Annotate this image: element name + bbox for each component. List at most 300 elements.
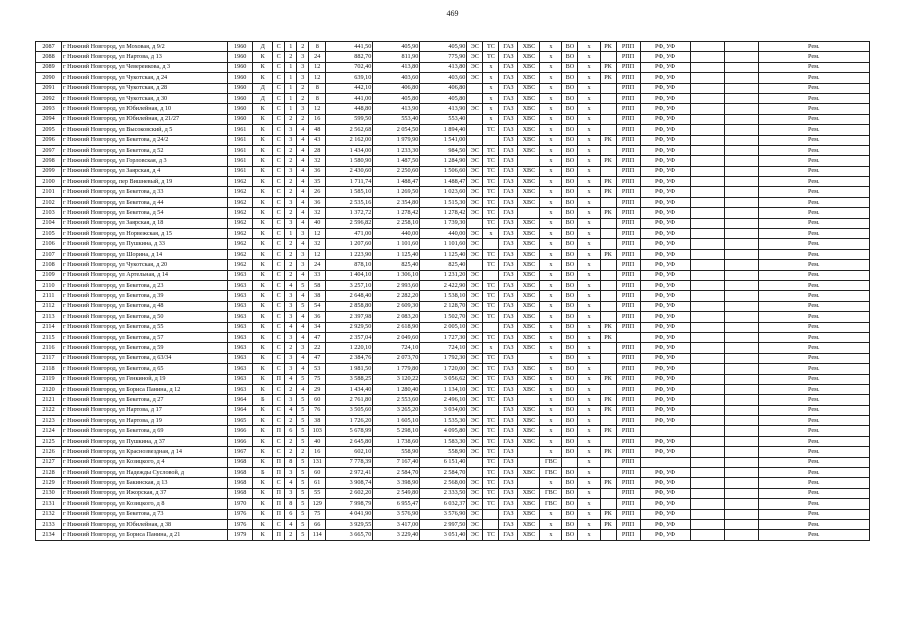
cell-remark: Рем. (758, 187, 869, 197)
cell-note-1 (690, 447, 724, 457)
cell-note-2 (724, 499, 758, 509)
cell-gas: ГАЗ (499, 447, 518, 457)
cell-row-number: 2096 (36, 135, 62, 145)
cell-extra: х (578, 509, 600, 519)
cell-gas: ГАЗ (499, 478, 518, 488)
cell-roof-repair (600, 197, 616, 207)
cell-residential-area: 2 496,10 (420, 395, 467, 405)
cell-heating: ТС (483, 156, 499, 166)
cell-wall-material: С (273, 249, 285, 259)
cell-heating: ТС (483, 291, 499, 301)
cell-facade-roof: РФ, УФ (640, 364, 690, 374)
cell-build-year: 1960 (228, 62, 253, 72)
cell-power: ЭС (467, 530, 483, 540)
cell-power: ЭС (467, 73, 483, 83)
cell-facade-roof: РФ, УФ (640, 249, 690, 259)
cell-note-1 (690, 301, 724, 311)
cell-address: г Нижний Новгород, ул Нартова, д 17 (62, 405, 228, 415)
cell-remark: Рем. (758, 249, 869, 259)
cell-residential-area: 1 792,30 (420, 353, 467, 363)
cell-facade-roof: РФ, УФ (640, 114, 690, 124)
cell-roof-repair (600, 83, 616, 93)
cell-repair-plan: РПП (616, 395, 640, 405)
cell-living-area: 405,90 (373, 42, 420, 52)
cell-total-area: 3 929,55 (326, 519, 373, 529)
cell-row-number: 2112 (36, 301, 62, 311)
cell-extra: х (578, 364, 600, 374)
cell-floors: 3 (297, 343, 309, 353)
cell-cold-water: ХВС (518, 364, 540, 374)
cell-living-area: 1 125,40 (373, 249, 420, 259)
cell-entrances: 3 (285, 125, 297, 135)
cell-extra: х (578, 104, 600, 114)
cell-row-number: 2104 (36, 218, 62, 228)
cell-repair-plan: РПП (616, 135, 640, 145)
cell-roof-repair: РК (600, 447, 616, 457)
cell-gas: ГАЗ (499, 332, 518, 342)
cell-build-year: 1962 (228, 218, 253, 228)
cell-facade-roof: РФ, УФ (640, 218, 690, 228)
cell-facade-roof: РФ, УФ (640, 125, 690, 135)
cell-address: г Нижний Новгород, ул Генкиной, д 19 (62, 374, 228, 384)
cell-building-type: К (253, 270, 273, 280)
cell-row-number: 2089 (36, 62, 62, 72)
cell-entrances: 3 (285, 364, 297, 374)
cell-extra: х (578, 166, 600, 176)
cell-total-area: 1 711,74 (326, 177, 373, 187)
cell-address: г Нижний Новгород, ул Нартова, д 13 (62, 52, 228, 62)
cell-floors: 4 (297, 384, 309, 394)
cell-living-area: 2 083,20 (373, 312, 420, 322)
cell-address: г Нижний Новгород, ул Бекетова, д 65 (62, 364, 228, 374)
cell-entrances: 6 (285, 509, 297, 519)
cell-cold-water: ХВС (518, 260, 540, 270)
cell-note-2 (724, 405, 758, 415)
cell-hot-water: х (540, 405, 562, 415)
cell-gas: ГАЗ (499, 499, 518, 509)
cell-sewage: ВО (562, 260, 578, 270)
cell-wall-material: П (273, 457, 285, 467)
cell-living-area: 1 233,30 (373, 145, 420, 155)
cell-residential-area: 1 502,70 (420, 312, 467, 322)
cell-remark: Рем. (758, 457, 869, 467)
cell-gas: ГАЗ (499, 291, 518, 301)
cell-wall-material: С (273, 114, 285, 124)
cell-cold-water: ХВС (518, 104, 540, 114)
cell-note-1 (690, 519, 724, 529)
cell-address: г Нижний Новгород, ул Бекетова, д 44 (62, 197, 228, 207)
cell-hot-water: х (540, 62, 562, 72)
cell-address: г Нижний Новгород, ул Юбилейная, д 10 (62, 104, 228, 114)
cell-building-type: К (253, 353, 273, 363)
cell-gas: ГАЗ (499, 104, 518, 114)
cell-roof-repair (600, 436, 616, 446)
cell-residential-area: 3 056,62 (420, 374, 467, 384)
cell-sewage: ВО (562, 364, 578, 374)
cell-residential-area: 1 583,30 (420, 436, 467, 446)
cell-floors: 4 (297, 332, 309, 342)
cell-total-area: 2 430,60 (326, 166, 373, 176)
cell-heating: ТС (483, 301, 499, 311)
cell-hot-water: х (540, 83, 562, 93)
cell-residential-area: 558,90 (420, 447, 467, 457)
cell-note-1 (690, 509, 724, 519)
cell-cold-water: ХВС (518, 301, 540, 311)
cell-address: г Нижний Новгород, ул Бекетова, д 54 (62, 208, 228, 218)
cell-total-area: 1 220,10 (326, 343, 373, 353)
table-row (36, 291, 870, 301)
cell-facade-roof: РФ, УФ (640, 488, 690, 498)
cell-roof-repair (600, 104, 616, 114)
cell-total-area: 1 580,90 (326, 156, 373, 166)
cell-wall-material: С (273, 291, 285, 301)
cell-roof-repair (600, 239, 616, 249)
cell-remark: Рем. (758, 426, 869, 436)
table-row (36, 249, 870, 259)
cell-row-number: 2125 (36, 436, 62, 446)
cell-residential-area: 724,10 (420, 343, 467, 353)
cell-facade-roof: РФ, УФ (640, 135, 690, 145)
cell-remark: Рем. (758, 208, 869, 218)
cell-apartments: 38 (309, 291, 326, 301)
cell-roof-repair (600, 499, 616, 509)
cell-note-2 (724, 73, 758, 83)
cell-cold-water: ХВС (518, 125, 540, 135)
cell-power: ЭС (467, 145, 483, 155)
cell-remark: Рем. (758, 478, 869, 488)
cell-remark: Рем. (758, 519, 869, 529)
cell-hot-water: х (540, 249, 562, 259)
cell-address: г Нижний Новгород, ул Бориса Панина, д 12 (62, 384, 228, 394)
cell-facade-roof: РФ, УФ (640, 509, 690, 519)
cell-total-area: 2 596,82 (326, 218, 373, 228)
cell-residential-area: 413,80 (420, 62, 467, 72)
table-row (36, 93, 870, 103)
cell-wall-material: С (273, 187, 285, 197)
cell-note-1 (690, 52, 724, 62)
cell-residential-area: 1 535,30 (420, 416, 467, 426)
cell-extra: х (578, 249, 600, 259)
cell-note-2 (724, 312, 758, 322)
cell-total-area: 2 384,76 (326, 353, 373, 363)
cell-cold-water: ХВС (518, 42, 540, 52)
cell-note-1 (690, 280, 724, 290)
cell-wall-material: С (273, 280, 285, 290)
cell-roof-repair: РК (600, 156, 616, 166)
cell-heating: х (483, 93, 499, 103)
table-row (36, 145, 870, 155)
cell-living-area: 413,90 (373, 104, 420, 114)
cell-repair-plan: РПП (616, 468, 640, 478)
cell-living-area: 2 609,30 (373, 301, 420, 311)
cell-sewage: ВО (562, 332, 578, 342)
cell-wall-material: С (273, 62, 285, 72)
cell-wall-material: С (273, 166, 285, 176)
cell-total-area: 3 908,74 (326, 478, 373, 488)
table-row (36, 52, 870, 62)
cell-extra: х (578, 488, 600, 498)
cell-sewage: ВО (562, 145, 578, 155)
cell-build-year: 1966 (228, 426, 253, 436)
cell-row-number: 2115 (36, 332, 62, 342)
cell-gas: ГАЗ (499, 166, 518, 176)
cell-total-area: 2 645,80 (326, 436, 373, 446)
cell-extra: х (578, 457, 600, 467)
cell-sewage: ВО (562, 322, 578, 332)
cell-apartments: 16 (309, 114, 326, 124)
cell-row-number: 2130 (36, 488, 62, 498)
cell-facade-roof: РФ, УФ (640, 395, 690, 405)
cell-residential-area: 1 101,60 (420, 239, 467, 249)
cell-sewage: ВО (562, 395, 578, 405)
cell-roof-repair (600, 218, 616, 228)
cell-note-2 (724, 166, 758, 176)
cell-residential-area: 440,00 (420, 229, 467, 239)
cell-floors: 3 (297, 229, 309, 239)
cell-wall-material: С (273, 145, 285, 155)
cell-note-2 (724, 395, 758, 405)
cell-extra: х (578, 208, 600, 218)
cell-wall-material: С (273, 343, 285, 353)
cell-note-1 (690, 426, 724, 436)
cell-floors: 4 (297, 125, 309, 135)
cell-residential-area: 1 278,42 (420, 208, 467, 218)
cell-row-number: 2114 (36, 322, 62, 332)
cell-sewage: ВО (562, 177, 578, 187)
cell-living-area: 3 576,90 (373, 509, 420, 519)
cell-wall-material: П (273, 468, 285, 478)
cell-entrances: 3 (285, 468, 297, 478)
cell-power (467, 468, 483, 478)
cell-living-area: 811,90 (373, 52, 420, 62)
table-row (36, 83, 870, 93)
cell-power: ЭС (467, 42, 483, 52)
cell-note-2 (724, 343, 758, 353)
cell-roof-repair: РК (600, 332, 616, 342)
cell-build-year: 1962 (228, 239, 253, 249)
cell-hot-water: х (540, 187, 562, 197)
cell-remark: Рем. (758, 166, 869, 176)
cell-remark: Рем. (758, 239, 869, 249)
cell-power: ЭС (467, 280, 483, 290)
cell-roof-repair: РК (600, 426, 616, 436)
cell-repair-plan: РПП (616, 301, 640, 311)
cell-row-number: 2124 (36, 426, 62, 436)
cell-note-1 (690, 197, 724, 207)
cell-living-area: 1 269,50 (373, 187, 420, 197)
cell-hot-water: х (540, 197, 562, 207)
cell-remark: Рем. (758, 42, 869, 52)
cell-repair-plan: РПП (616, 145, 640, 155)
cell-extra: х (578, 156, 600, 166)
cell-heating: х (483, 83, 499, 93)
cell-address: г Нижний Новгород, ул Бекетова, д 48 (62, 301, 228, 311)
cell-floors: 4 (297, 364, 309, 374)
cell-gas: ГАЗ (499, 395, 518, 405)
cell-sewage: ВО (562, 280, 578, 290)
cell-sewage: ВО (562, 197, 578, 207)
cell-apartments: 33 (309, 270, 326, 280)
cell-roof-repair: РК (600, 42, 616, 52)
cell-repair-plan: РПП (616, 208, 640, 218)
cell-hot-water: х (540, 301, 562, 311)
cell-note-2 (724, 374, 758, 384)
cell-build-year: 1963 (228, 270, 253, 280)
cell-heating: ТС (483, 374, 499, 384)
cell-note-1 (690, 436, 724, 446)
cell-entrances: 8 (285, 457, 297, 467)
cell-entrances: 2 (285, 436, 297, 446)
cell-hot-water: х (540, 353, 562, 363)
cell-sewage: ВО (562, 447, 578, 457)
cell-residential-area: 3 034,00 (420, 405, 467, 415)
cell-roof-repair: РК (600, 177, 616, 187)
cell-note-2 (724, 447, 758, 457)
cell-heating: ТС (483, 166, 499, 176)
cell-wall-material: С (273, 135, 285, 145)
cell-note-1 (690, 83, 724, 93)
cell-note-1 (690, 332, 724, 342)
cell-power: ЭС (467, 447, 483, 457)
cell-residential-area: 6 151,40 (420, 457, 467, 467)
cell-residential-area: 405,80 (420, 93, 467, 103)
cell-entrances: 1 (285, 73, 297, 83)
cell-remark: Рем. (758, 343, 869, 353)
cell-note-1 (690, 395, 724, 405)
cell-cold-water: ХВС (518, 270, 540, 280)
cell-roof-repair: РК (600, 519, 616, 529)
cell-apartments: 35 (309, 177, 326, 187)
cell-power: ЭС (467, 52, 483, 62)
cell-sewage: ВО (562, 291, 578, 301)
cell-living-area: 1 738,60 (373, 436, 420, 446)
cell-hot-water: х (540, 52, 562, 62)
cell-address: г Нижний Новгород, ул Горловская, д 3 (62, 156, 228, 166)
cell-row-number: 2093 (36, 104, 62, 114)
cell-gas: ГАЗ (499, 73, 518, 83)
cell-gas: ГАЗ (499, 197, 518, 207)
cell-floors: 5 (297, 457, 309, 467)
cell-row-number: 2108 (36, 260, 62, 270)
cell-power: ЭС (467, 187, 483, 197)
cell-gas: ГАЗ (499, 93, 518, 103)
cell-build-year: 1961 (228, 156, 253, 166)
table-row (36, 499, 870, 509)
cell-address: г Нижний Новгород, ул Бакинская, д 13 (62, 478, 228, 488)
cell-sewage: ВО (562, 218, 578, 228)
cell-note-2 (724, 42, 758, 52)
cell-residential-area: 2 584,70 (420, 468, 467, 478)
cell-note-1 (690, 457, 724, 467)
cell-floors: 5 (297, 416, 309, 426)
cell-heating: ТС (483, 436, 499, 446)
cell-apartments: 131 (309, 457, 326, 467)
cell-heating: ТС (483, 52, 499, 62)
cell-roof-repair (600, 384, 616, 394)
cell-extra: х (578, 83, 600, 93)
table-body (36, 42, 870, 541)
cell-wall-material: С (273, 177, 285, 187)
cell-facade-roof: РФ, УФ (640, 270, 690, 280)
cell-repair-plan (616, 332, 640, 342)
cell-entrances: 4 (285, 374, 297, 384)
cell-wall-material: П (273, 426, 285, 436)
cell-roof-repair (600, 291, 616, 301)
cell-entrances: 3 (285, 301, 297, 311)
cell-note-1 (690, 468, 724, 478)
cell-cold-water: ХВС (518, 312, 540, 322)
cell-heating: ТС (483, 384, 499, 394)
cell-building-type: Д (253, 42, 273, 52)
cell-extra: х (578, 353, 600, 363)
cell-wall-material: С (273, 208, 285, 218)
cell-facade-roof: РФ, УФ (640, 208, 690, 218)
cell-wall-material: С (273, 416, 285, 426)
cell-wall-material: П (273, 509, 285, 519)
cell-address: г Нижний Новгород, ул Чукотская, д 28 (62, 83, 228, 93)
cell-living-area: 3 265,20 (373, 405, 420, 415)
cell-note-1 (690, 187, 724, 197)
cell-living-area: 2 993,60 (373, 280, 420, 290)
cell-gas: ГАЗ (499, 426, 518, 436)
cell-address: г Нижний Новгород, ул Нартова, д 19 (62, 416, 228, 426)
cell-hot-water: ГВС (540, 488, 562, 498)
cell-row-number: 2128 (36, 468, 62, 478)
cell-power: ЭС (467, 104, 483, 114)
cell-address: г Нижний Новгород, ул Бекетова, д 73 (62, 509, 228, 519)
cell-extra: х (578, 270, 600, 280)
cell-hot-water: х (540, 416, 562, 426)
cell-roof-repair: РК (600, 208, 616, 218)
cell-hot-water: х (540, 135, 562, 145)
cell-remark: Рем. (758, 416, 869, 426)
cell-hot-water: х (540, 177, 562, 187)
table-row (36, 42, 870, 52)
cell-address: г Нижний Новгород, ул Бекетова, д 50 (62, 312, 228, 322)
cell-remark: Рем. (758, 197, 869, 207)
cell-row-number: 2098 (36, 156, 62, 166)
cell-entrances: 2 (285, 156, 297, 166)
table-row (36, 260, 870, 270)
cell-total-area: 1 404,10 (326, 270, 373, 280)
cell-total-area: 2 972,41 (326, 468, 373, 478)
cell-total-area: 702,40 (326, 62, 373, 72)
cell-entrances: 2 (285, 208, 297, 218)
cell-heating (483, 405, 499, 415)
cell-residential-area: 3 576,90 (420, 509, 467, 519)
cell-note-2 (724, 301, 758, 311)
cell-gas: ГАЗ (499, 374, 518, 384)
cell-apartments: 61 (309, 478, 326, 488)
cell-living-area: 553,40 (373, 114, 420, 124)
cell-apartments: 8 (309, 42, 326, 52)
cell-roof-repair (600, 125, 616, 135)
cell-gas: ГАЗ (499, 187, 518, 197)
cell-living-area: 2 250,60 (373, 166, 420, 176)
cell-building-type: К (253, 260, 273, 270)
cell-living-area: 2 618,90 (373, 322, 420, 332)
cell-remark: Рем. (758, 468, 869, 478)
cell-heating: ТС (483, 208, 499, 218)
cell-facade-roof: РФ, УФ (640, 83, 690, 93)
cell-building-type: К (253, 509, 273, 519)
cell-floors: 2 (297, 83, 309, 93)
cell-power (467, 218, 483, 228)
cell-building-type: К (253, 312, 273, 322)
cell-build-year: 1968 (228, 457, 253, 467)
cell-extra: х (578, 229, 600, 239)
cell-power (467, 93, 483, 103)
